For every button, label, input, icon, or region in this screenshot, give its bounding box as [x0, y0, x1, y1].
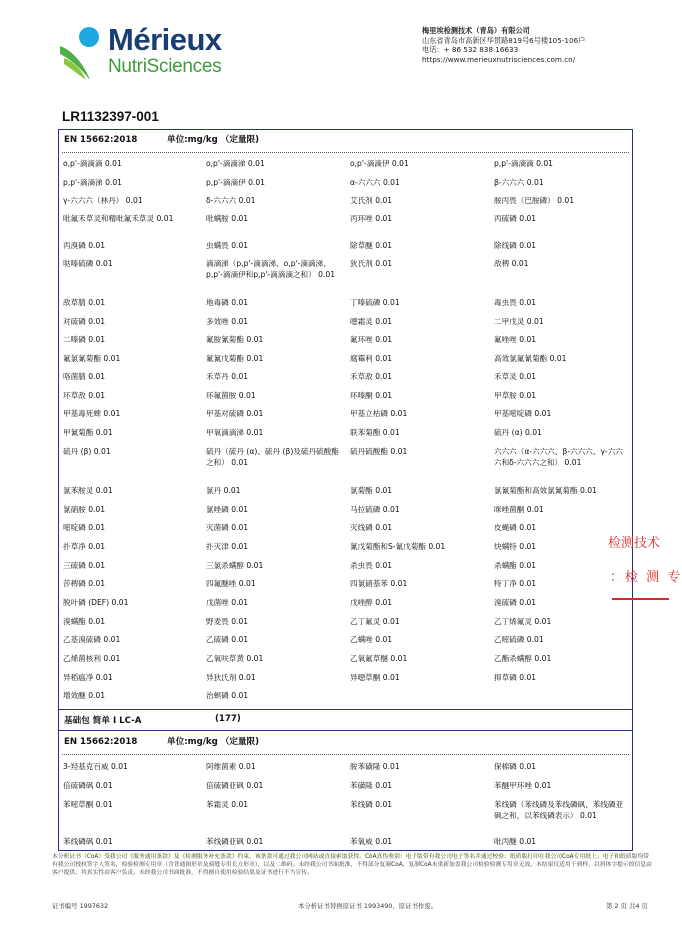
section1-cell: 特丁净 0.01 [494, 579, 537, 588]
section1-cell: 莎稗磷 0.01 [63, 579, 106, 588]
section1-cell: 皮蝇磷 0.01 [494, 523, 537, 532]
section1-cell: 乙氧呋草黄 0.01 [206, 654, 264, 663]
section1-cell: 甲氧滴滴涕 0.01 [206, 428, 264, 437]
section1-cell: 甲氰菊酯 0.01 [63, 428, 113, 437]
section2-unit: 单位:mg/kg （定量限) [167, 737, 260, 747]
section1-cell: 扑灭津 0.01 [206, 542, 249, 551]
section1-cell: 氯氰菊酯和高效氯氰菊酯 0.01 [494, 486, 597, 495]
section1-cell: 氟环唑 0.01 [350, 335, 393, 344]
section1-cell: 杀虫畏 0.01 [350, 561, 393, 570]
section1-cell: 除草醚 0.01 [350, 241, 393, 250]
company-info [422, 26, 585, 64]
company-address: 山东省青岛市高新区华贯路819号6号楼105-106户 [422, 35, 586, 45]
section1-cell: 毒虫畏 0.01 [494, 298, 537, 307]
section1-cell: 乙丁氟灵 0.01 [350, 617, 400, 626]
section1-cell: α-六六六 0.01 [350, 178, 400, 187]
section2-cell: 3-羟基克百威 0.01 [63, 762, 128, 771]
section1-cell: 丙硫磷 0.01 [494, 214, 537, 223]
section2-cell: 倍硫磷亚砜 0.01 [206, 781, 264, 790]
section1-cell: 敌草腈 0.01 [63, 298, 106, 307]
section2-cell: 苯磺隆 0.01 [350, 781, 393, 790]
section2-cell: 苯醚甲环唑 0.01 [494, 781, 552, 790]
section1-cell: 禾草丹 0.01 [206, 372, 249, 381]
section1-cell: 氟氰戊菊酯 0.01 [206, 354, 264, 363]
section1-cell: 氟胺氰菊酯 0.01 [206, 335, 264, 344]
package-name: 基础包 简单 I LC-A [64, 716, 142, 726]
section1-cell: 异狄氏剂 0.01 [206, 673, 256, 682]
section1-cell: 三氯杀螨醇 0.01 [206, 561, 264, 570]
section2-cell: 苯霜灵 0.01 [206, 800, 249, 809]
section1-cell: 氯丹 0.01 [206, 486, 241, 495]
section1-cell: 增效醚 0.01 [63, 691, 106, 700]
seal-stamp [604, 520, 682, 600]
section1-cell: 马拉硫磷 0.01 [350, 505, 400, 514]
report-id: LR1132397-001 [62, 109, 159, 124]
section1-cell: 治螟磷 0.01 [206, 691, 249, 700]
section1-cell: 抑草磷 0.01 [494, 673, 537, 682]
section1-cell: 乙氧氟草醚 0.01 [350, 654, 408, 663]
section1-cell: 胺丙畏（巴胺磷） 0.01 [494, 196, 575, 205]
section1-cell: 除线磷 0.01 [494, 241, 537, 250]
section1-cell: 噁霜灵 0.01 [350, 317, 393, 326]
section1-cell: 杀螨酯 0.01 [494, 561, 537, 570]
section1-cell: 溴硫磷 0.01 [494, 598, 537, 607]
section1-cell: 滴滴涕（p,p'-滴滴涕、o,p'-滴滴涕、p,p'-滴滴伊和p,p'-滴滴滴之和） 0.01 [206, 259, 336, 279]
section1-cell: 多效唑 0.01 [206, 317, 249, 326]
section2-cell: 阿维菌素 0.01 [206, 762, 256, 771]
section1-cell: 乙螨唑 0.01 [350, 635, 393, 644]
section1-cell: 禾草敌 0.01 [350, 372, 393, 381]
section1-cell: 氯唑磷 0.01 [206, 505, 249, 514]
company-name: 梅里埃检测技术（青岛）有限公司 [422, 26, 530, 35]
section1-cell: γ-六六六（林丹） 0.01 [63, 196, 143, 205]
section1-cell: 腐霉利 0.01 [350, 354, 393, 363]
section2-divider [62, 754, 629, 755]
section1-cell: 四氟醚唑 0.01 [206, 579, 256, 588]
section2-cell: 倍硫磷砜 0.01 [63, 781, 113, 790]
section1-cell: p,p'-滴滴伊 0.01 [206, 178, 265, 187]
section1-cell: 丁嗪硫磷 0.01 [350, 298, 400, 307]
section1-cell: 甲草胺 0.01 [494, 391, 537, 400]
stamp-bar [612, 598, 669, 600]
section1-cell: 脱叶磷 (DEF) 0.01 [63, 598, 129, 607]
section1-cell: 氯菊酯 0.01 [350, 486, 393, 495]
section1-cell: 二嗪磷 0.01 [63, 335, 106, 344]
section1-cell: 丙溴磷 0.01 [63, 241, 106, 250]
section1-cell: 三硫磷 0.01 [63, 561, 106, 570]
company-phone: 电话：+ 86 532 838 16633 [422, 45, 519, 55]
section1-cell: 氟氯氰菊酯 0.01 [63, 354, 121, 363]
section1-cell: 氯苯胺灵 0.01 [63, 486, 113, 495]
section1-cell: 戊唑醇 0.01 [350, 598, 393, 607]
section1-cell: 环嗪酮 0.01 [350, 391, 393, 400]
section2-cell: 苯嘧草酮 0.01 [63, 800, 113, 809]
section1-cell: p,p'-滴滴滴 0.01 [494, 159, 553, 168]
section1-cell: 氰戊菊酯和S-氰戊菊酯 0.01 [350, 542, 446, 551]
replacement-note: 本分析证书替换原证书 1993490，原证书作废。 [298, 902, 438, 910]
brand-subname: NutriSciences [108, 56, 222, 77]
section1-cell: 甲基毒死蜱 0.01 [63, 409, 121, 418]
section1-cell: 硫丹 (β) 0.01 [63, 447, 111, 456]
section1-cell: 灭菌磷 0.01 [206, 523, 249, 532]
section1-cell: 对硫磷 0.01 [63, 317, 106, 326]
section1-cell: 虫螨畏 0.01 [206, 241, 249, 250]
section1-cell: 甲基对硫磷 0.01 [206, 409, 264, 418]
section1-cell: δ-六六六 0.01 [206, 196, 256, 205]
section1-cell: 丙环唑 0.01 [350, 214, 393, 223]
brand-name: Mérieux [108, 22, 222, 57]
section2-method: EN 15662:2018 [64, 737, 138, 747]
section2-cell: 苯线磷（苯线磷及苯线磷砜、苯线磷亚砜之和，以苯线磷表示） 0.01 [494, 800, 624, 820]
section1-cell: 灭线磷 0.01 [350, 523, 393, 532]
section1-cell: 甲基嘧啶磷 0.01 [494, 409, 552, 418]
section1-cell: 四氯硝基苯 0.01 [350, 579, 408, 588]
section1-cell: 戊菌唑 0.01 [206, 598, 249, 607]
logo-mark-icon [58, 24, 108, 80]
section1-cell: o,p'-滴滴伊 0.01 [350, 159, 409, 168]
section1-cell: 艾氏剂 0.01 [350, 196, 393, 205]
section1-cell: 硫丹硫酸酯 0.01 [350, 447, 408, 456]
section1-cell: 高效氯氟氰菊酯 0.01 [494, 354, 567, 363]
section1-cell: 吡螨胺 0.01 [206, 214, 249, 223]
section1-cell: 哒嗪硫磷 0.01 [63, 259, 113, 268]
section1-cell: 氯硝胺 0.01 [63, 505, 106, 514]
section2-cell: 苯线磷亚砜 0.01 [206, 837, 264, 846]
section1-unit: 单位:mg/kg （定量限) [167, 135, 260, 145]
certificate-number: 证书编号 1997632 [52, 902, 109, 910]
section1-method: EN 15662:2018 [64, 135, 138, 145]
section1-cell: 炔螨特 0.01 [494, 542, 537, 551]
section1-cell: 狄氏剂 0.01 [350, 259, 393, 268]
section1-cell: 地毒磷 0.01 [206, 298, 249, 307]
section1-cell: 氟唑唑 0.01 [494, 335, 537, 344]
disclaimer-note: 本分析证书（CoA）受我公司《服务通用条款》及《检测服务补充条款》约束，该条款可通过我公司网站或直接索取获得。CoA真伪鉴别：电子版带有我公司电子签名并通过校验；纸质版打印在我公司CoA专用纸上；电子和纸质版均带有我公司授权签字人签名，检验检测专用章（含普通图形章及骑缝专用长方形章），以及二维码。未经我公司书面批准，不得部分复制CoA，复制CoA未重新加盖我公司检验检测专用章无效。本结果仅适用于到样，以斜体字提示的信息由客户提供，其真实性由客户负责。未经我公司书面批准，不得擅自使用检验结果及证书进行不当宣传。 [52, 854, 652, 877]
section1-cell: 咪唑菌酮 0.01 [494, 505, 544, 514]
package-bottom-rule [59, 730, 632, 731]
section2-cell: 吡丙醚 0.01 [494, 837, 537, 846]
company-logo [58, 22, 238, 86]
section1-cell: 敌稗 0.01 [494, 259, 529, 268]
section1-cell: 硫丹（硫丹 (α)、硫丹 (β)及硫丹硫酸酯之和） 0.01 [206, 447, 339, 467]
results-frame [58, 129, 633, 851]
section2-cell: 保棉磷 0.01 [494, 762, 537, 771]
package-count: (177) [215, 714, 241, 724]
stamp-line-1: 检测技术 [608, 536, 661, 551]
stamp-line-2: ：检 测 专 [610, 570, 682, 585]
section1-cell: 六六六（α-六六六、β-六六六、γ-六六六和δ-六六六之和） 0.01 [494, 447, 623, 467]
section1-cell: 扑草净 0.01 [63, 542, 106, 551]
section1-cell: 异噁草酮 0.01 [350, 673, 400, 682]
section1-cell: 异稻瘟净 0.01 [63, 673, 113, 682]
section1-cell: 乙烯菌核利 0.01 [63, 654, 121, 663]
section1-cell: 环氟菌胺 0.01 [206, 391, 256, 400]
section1-cell: 环草敌 0.01 [63, 391, 106, 400]
section1-cell: 乙嘧硫磷 0.01 [494, 635, 544, 644]
section1-cell: 吡氟禾草灵和精吡氟禾草灵 0.01 [63, 214, 174, 223]
section1-cell: 乙硫磷 0.01 [206, 635, 249, 644]
section1-cell: 溴螨酯 0.01 [63, 617, 106, 626]
company-website: https://www.merieuxnutrisciences.com.cn/ [422, 54, 576, 64]
section1-cell: 咯菌腈 0.01 [63, 372, 106, 381]
section1-cell: 野麦畏 0.01 [206, 617, 249, 626]
section2-cell: 苯线磷 0.01 [350, 800, 393, 809]
section2-cell: 苯线磷砜 0.01 [63, 837, 113, 846]
section1-cell: 硫丹 (α) 0.01 [494, 428, 542, 437]
section1-cell: o,p'-滴滴涕 0.01 [206, 159, 265, 168]
package-row [59, 714, 632, 726]
section1-cell: o,p'-滴滴滴 0.01 [63, 159, 122, 168]
page-number: 第 2 页 共4 页 [606, 902, 648, 910]
section1-cell: p,p'-滴滴涕 0.01 [63, 178, 122, 187]
section1-divider [62, 152, 629, 153]
section1-cell: β-六六六 0.01 [494, 178, 544, 187]
section1-cell: 嘧啶磷 0.01 [63, 523, 106, 532]
section2-header [59, 732, 632, 752]
section1-cell: 甲基立枯磷 0.01 [350, 409, 408, 418]
section1-cell: 乙丁烯氟灵 0.01 [494, 617, 552, 626]
section2-cell: 胺苯磺隆 0.01 [350, 762, 400, 771]
section1-cell: 联苯菊酯 0.01 [350, 428, 400, 437]
section1-cell: 二甲戊灵 0.01 [494, 317, 544, 326]
section1-cell: 禾草灵 0.01 [494, 372, 537, 381]
package-top-rule [59, 709, 632, 710]
section1-cell: 乙酯杀螨醇 0.01 [494, 654, 552, 663]
section1-cell: 乙基溴硫磷 0.01 [63, 635, 121, 644]
section1-header [59, 130, 632, 150]
section2-cell: 苯氧威 0.01 [350, 837, 393, 846]
